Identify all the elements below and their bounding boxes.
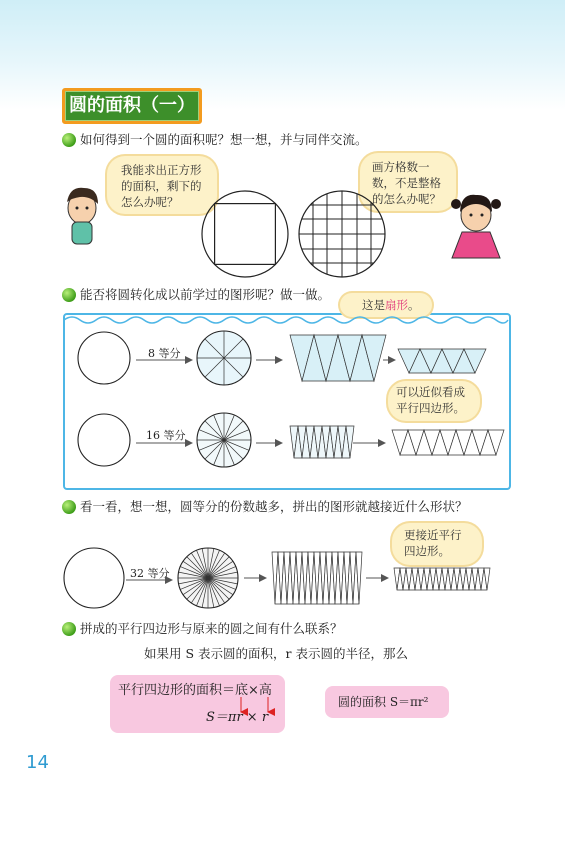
bubble-line: 数，不是整格	[372, 176, 441, 190]
plain-circle-icon	[64, 548, 124, 608]
row2-label: 16 等分	[146, 429, 186, 442]
frame-scallop-edge	[64, 317, 508, 323]
circle-32-sectors-icon	[178, 548, 238, 608]
bubble-line: 四边形。	[404, 544, 450, 558]
sector-parallelogram-icon	[394, 568, 490, 590]
question-3: 看一看，想一想，圆等分的份数越多，拼出的图形就越接近什么形状？	[80, 499, 468, 514]
sector-parallelogram-icon	[392, 430, 504, 455]
sector-parallelogram-icon	[398, 349, 486, 373]
explanation-text: 如果用 S 表示圆的面积，r 表示圆的半径，那么	[144, 646, 408, 661]
page-number: 14	[26, 752, 49, 773]
sector-strip-icon	[290, 335, 386, 381]
question-4: 拼成的平行四边形与原来的圆之间有什么联系？	[80, 621, 343, 636]
row3-label: 32 等分	[130, 567, 170, 580]
bubble-line: 的面积，剩下的	[121, 179, 202, 193]
plain-circle-icon	[78, 414, 130, 466]
lesson-title: 圆的面积（一）	[62, 88, 202, 124]
note-highlight: 扇形	[385, 298, 408, 312]
sector-strip-icon	[272, 552, 362, 604]
note-text: 。	[408, 298, 420, 312]
circle-with-grid-icon	[299, 191, 385, 277]
sector-strip-icon	[290, 426, 354, 458]
girl-cartoon-icon	[451, 195, 501, 258]
formula-parallelogram: 平行四边形的面积＝底×高	[118, 683, 272, 698]
bubble-line: 更接近平行	[404, 528, 462, 542]
bubble-line: 我能求出正方形	[121, 163, 202, 177]
bubble-line: 可以近似看成	[396, 385, 465, 399]
bubble-line: 画方格数一	[372, 160, 430, 174]
bubble-line: 的怎么办呢？	[372, 192, 441, 206]
note-text: 这是	[362, 298, 385, 312]
formula-circle-area: 圆的面积 S＝πr²	[338, 695, 429, 709]
question-1: 如何得到一个圆的面积呢？想一想，并与同伴交流。	[80, 132, 368, 147]
row1-label: 8 等分	[148, 347, 181, 360]
formula-s: S＝πr × r	[206, 710, 269, 725]
bubble-line: 平行四边形。	[396, 401, 465, 415]
circle-16-sectors-icon	[197, 413, 251, 467]
circle-with-square-icon	[202, 191, 288, 277]
bubble-line: 怎么办呢？	[121, 195, 179, 209]
circle-8-sectors-icon	[197, 331, 251, 385]
boy-cartoon-icon	[67, 188, 98, 244]
plain-circle-icon	[78, 332, 130, 384]
question-2: 能否将圆转化成以前学过的图形呢？做一做。	[80, 287, 331, 302]
